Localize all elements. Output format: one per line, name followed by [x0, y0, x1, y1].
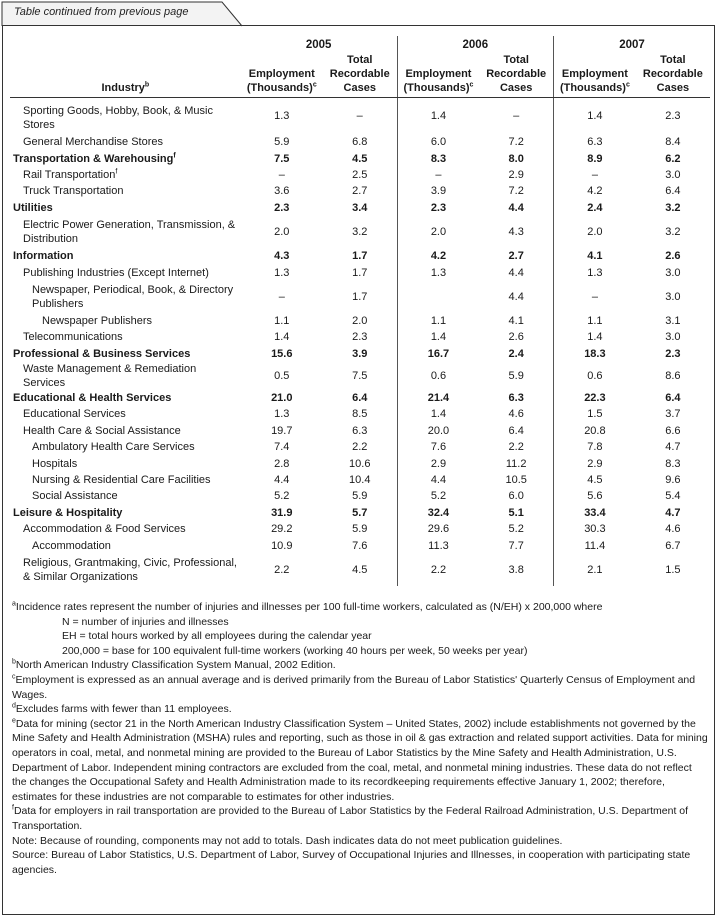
row-industry-name: General Merchandise Stores	[23, 136, 164, 149]
footnote-a-base: 200,000 = base for 100 equivalent full-time workers (working 40 hours per week, 50 weeks per year)	[62, 644, 528, 657]
cell-employment-2007: 1.4	[587, 110, 603, 122]
table-row	[10, 264, 710, 280]
row-industry-name: Electric Power Generation, Transmission, & Distribution	[23, 218, 236, 245]
cell-cases-2005: 4.5	[323, 554, 397, 586]
cell-employment-2007: 20.8	[584, 424, 606, 437]
industry-table	[10, 36, 710, 586]
cell-cases-2005: 2.2	[323, 439, 397, 455]
footnote-f: $^f$Data for employers in rail transportation are provided to the Bureau of Labor Statistics by the Federal Railroad Administration, U.S. Department of Transportation.	[12, 804, 689, 832]
cell-employment-2005: 10.9	[271, 539, 293, 552]
cell-employment-2007: 0.6	[587, 369, 603, 382]
cell-cases-2007: 6.4	[665, 185, 681, 198]
cell-employment-2005: 4.4	[274, 474, 290, 487]
cell-employment-2006: 6.0	[430, 136, 447, 149]
cell-employment-2007: 11.4	[584, 539, 606, 552]
cell-employment-2007: 4.2	[587, 185, 603, 198]
row-industry-name: Social Assistance	[32, 490, 118, 503]
table-row	[10, 362, 710, 390]
cell-employment-2006: 1.3	[430, 266, 447, 279]
cell-employment-2005: 0.5	[274, 369, 290, 382]
cell-employment-2005: 2.3	[274, 201, 290, 214]
row-industry-name: Transportation & Warehousing$^f$	[13, 151, 176, 165]
cell-employment-2005: 7.4	[274, 441, 290, 454]
row-industry-name: Truck Transportation	[23, 185, 124, 198]
cell-cases-2005: 5.9	[323, 521, 397, 537]
column-header-industry: Industry$^b$	[10, 53, 241, 98]
cell-cases-2006: 2.7	[479, 248, 553, 264]
cell-cases-2007: 4.7	[665, 506, 681, 519]
row-industry-name: Leisure & Hospitality	[13, 506, 123, 519]
footnote-note: Note: Because of rounding, components may not add to totals. Dash indicates data do not meet publication guidelines.	[12, 834, 563, 847]
footnote-d: $^d$Excludes farms with fewer than 11 employees.	[12, 702, 232, 716]
footnote-a: $^a$Incidence rates represent the number of injuries and illnesses per 100 full-time workers, calculated as (N/EH) x 200,000 where	[12, 600, 603, 613]
cell-employment-2005: 1.3	[274, 266, 290, 279]
cell-cases-2005: 3.4	[323, 200, 397, 216]
cell-cases-2007: 5.4	[665, 490, 681, 503]
cell-employment-2006: 11.3	[428, 539, 449, 552]
cell-cases-2007: 3.1	[665, 314, 681, 327]
cell-cases-2005: 7.5	[323, 362, 397, 390]
row-industry-name: Information	[13, 250, 74, 263]
cell-employment-2006: 21.4	[427, 392, 450, 405]
cell-employment-2007: 1.3	[587, 266, 603, 279]
cell-cases-2005: 6.3	[323, 423, 397, 439]
cell-cases-2007: 6.7	[665, 539, 681, 552]
cell-cases-2006: 2.2	[479, 439, 553, 455]
footnote-a-eh: EH = total hours worked by all employees during the calendar year	[62, 630, 372, 643]
cell-cases-2006: 8.0	[479, 150, 553, 166]
cell-cases-2007: 2.6	[665, 250, 681, 263]
cell-employment-2005: 1.3	[274, 110, 290, 122]
cell-employment-2006: 2.9	[430, 457, 447, 470]
cell-employment-2006: 8.3	[430, 152, 447, 165]
cell-employment-2005: 4.3	[274, 250, 290, 263]
cell-employment-2006: –	[435, 168, 442, 181]
table-row	[10, 505, 710, 521]
cell-employment-2006: 1.4	[430, 110, 447, 122]
table-row	[10, 472, 710, 488]
cell-employment-2007: 2.0	[587, 225, 603, 238]
cell-cases-2007: 6.2	[665, 152, 681, 165]
cell-cases-2006: 7.7	[479, 537, 553, 553]
cell-cases-2006: 6.4	[479, 423, 553, 439]
table-row	[10, 248, 710, 264]
row-industry-name: Waste Management & Remediation Services	[23, 362, 197, 389]
table-row	[10, 200, 710, 216]
cell-cases-2007: 4.7	[665, 441, 681, 454]
cell-employment-2006: 32.4	[427, 506, 450, 519]
cell-employment-2007: 22.3	[584, 392, 606, 405]
table-row	[10, 150, 710, 166]
cell-employment-2007: 2.4	[587, 201, 603, 214]
cell-employment-2006: 2.0	[430, 225, 447, 238]
table-row	[10, 134, 710, 150]
cell-employment-2006: 4.4	[430, 474, 447, 487]
row-industry-name: Educational & Health Services	[13, 392, 172, 405]
cell-employment-2005: 2.2	[274, 563, 290, 576]
cell-employment-2005: 19.7	[271, 424, 293, 437]
cell-employment-2007: 6.3	[587, 136, 603, 149]
table-row	[10, 521, 710, 537]
table-row	[10, 406, 710, 422]
year-header-2007: 2007	[619, 38, 645, 51]
cell-cases-2006: 5.2	[479, 521, 553, 537]
cell-employment-2006: 20.0	[427, 424, 450, 437]
row-industry-name: Sporting Goods, Hobby, Book, & Music Stores	[23, 105, 213, 131]
cell-cases-2005: 7.6	[323, 537, 397, 553]
cell-employment-2006: 1.4	[430, 408, 447, 421]
cell-cases-2005: 2.5	[323, 167, 397, 183]
cell-cases-2006: 4.1	[479, 313, 553, 329]
table-row	[10, 488, 710, 504]
cell-cases-2005: 5.7	[323, 505, 397, 521]
table-row	[10, 281, 710, 313]
cell-employment-2006: 29.6	[427, 523, 450, 536]
table-row	[10, 390, 710, 406]
table-row	[10, 455, 710, 471]
cell-employment-2006	[397, 281, 479, 313]
cell-cases-2007: 3.0	[665, 168, 681, 181]
cell-employment-2005: 2.0	[274, 225, 290, 238]
tab-label: Table continued from previous page	[14, 6, 189, 18]
cell-employment-2007: 1.1	[587, 314, 603, 327]
cell-cases-2007: 3.0	[665, 331, 681, 344]
row-industry-name: Rail Transportation$^f$	[23, 168, 118, 181]
cell-employment-2007: 33.4	[584, 506, 606, 519]
cell-cases-2006: 4.4	[479, 264, 553, 280]
footnote-source: Source: Bureau of Labor Statistics, U.S. Department of Labor, Survey of Occupational Injuries and Illnesses, in cooperation with participating state agencies.	[12, 849, 691, 876]
cell-cases-2007: 8.3	[665, 457, 681, 470]
cell-cases-2007: 3.0	[665, 266, 681, 279]
row-industry-name: Accommodation	[32, 539, 111, 552]
cell-employment-2006: 2.3	[430, 201, 447, 214]
column-header-cases-2006: Total Recordable Cases	[479, 53, 553, 98]
cell-employment-2005: 3.6	[274, 185, 290, 198]
cell-cases-2007: 2.3	[665, 347, 681, 360]
cell-employment-2006: 0.6	[430, 369, 447, 382]
row-industry-name: Utilities	[13, 201, 53, 214]
cell-employment-2005: 7.5	[274, 152, 290, 165]
cell-cases-2007: 6.6	[665, 424, 681, 437]
cell-employment-2007: 4.1	[587, 250, 603, 263]
cell-cases-2006: 4.3	[479, 216, 553, 248]
cell-cases-2006: 10.5	[479, 472, 553, 488]
cell-cases-2006: 7.2	[479, 134, 553, 150]
footnote-b: $^b$North American Industry Classification System Manual, 2002 Edition.	[12, 658, 336, 672]
cell-cases-2006: 4.6	[479, 406, 553, 422]
cell-employment-2006: 4.2	[430, 250, 447, 263]
row-industry-name: Accommodation & Food Services	[23, 523, 186, 536]
column-header-cases-2007: Total Recordable Cases	[636, 53, 710, 98]
cell-employment-2005: –	[278, 290, 285, 303]
cell-cases-2005: 8.5	[323, 406, 397, 422]
cell-employment-2006: 3.9	[430, 185, 447, 198]
cell-employment-2007: –	[591, 290, 598, 303]
cell-cases-2005: 6.4	[323, 390, 397, 406]
column-header-cases-2005: Total Recordable Cases	[323, 53, 397, 98]
row-industry-name: Publishing Industries (Except Internet)	[23, 266, 209, 279]
cell-cases-2006: –	[479, 98, 553, 135]
cell-cases-2006: 4.4	[479, 281, 553, 313]
footnote-a-n: N = number of injuries and illnesses	[62, 615, 229, 628]
cell-cases-2005: 1.7	[323, 281, 397, 313]
cell-cases-2006: 11.2	[479, 455, 553, 471]
row-industry-name: Hospitals	[32, 457, 78, 470]
table-row	[10, 98, 710, 135]
cell-cases-2007: 1.5	[665, 563, 681, 576]
footnote-e: $^e$Data for mining (sector 21 in the North American Industry Classification System – United States, 2002) include establishments not governed by the Mine Safety and Health Administration (MSHA) rules and reporting, such as those in oil & gas extraction and related support activities. Data for mining operators in coal, metal, and nonmetal mining are provided to the Bureau of Labor Statistics by the Mine Safety and Health Administration, U.S. Department of Labor. Independent mining contractors are excluded from the coal, metal, and nonmetal mining industries. These data do not reflect the changes the Occupational Safety and Health Administration made to its recordkeeping requirements effective January 1, 2002; therefore, estimates for these industries are not comparable to estimates for other industries.	[12, 717, 708, 803]
table-row	[10, 439, 710, 455]
cell-employment-2006: 1.4	[430, 331, 447, 344]
cell-cases-2006: 4.4	[479, 200, 553, 216]
cell-cases-2005: 3.9	[323, 346, 397, 362]
cell-employment-2005: 29.2	[271, 523, 293, 536]
row-industry-name: Educational Services	[23, 408, 126, 421]
cell-employment-2007: 8.9	[587, 152, 603, 165]
cell-employment-2007: 4.5	[587, 474, 603, 487]
cell-cases-2007: 4.6	[665, 523, 681, 536]
cell-employment-2006: 2.2	[430, 563, 447, 576]
cell-cases-2007: 8.4	[665, 136, 681, 149]
row-industry-name: Newspaper, Periodical, Book, & Directory Publishers	[32, 283, 234, 310]
cell-cases-2005: 1.7	[323, 248, 397, 264]
cell-cases-2006: 5.9	[479, 362, 553, 390]
cell-employment-2007: 7.8	[587, 441, 603, 454]
cell-employment-2005: 5.2	[274, 490, 290, 503]
cell-cases-2005: 6.8	[323, 134, 397, 150]
table-row	[10, 216, 710, 248]
cell-employment-2007: 2.1	[587, 563, 603, 576]
column-header-employment-2005: Employment (Thousands)$^c$	[241, 53, 323, 98]
table-row	[10, 554, 710, 586]
table-row	[10, 537, 710, 553]
cell-employment-2007: 30.3	[584, 523, 606, 536]
cell-cases-2005: 10.4	[323, 472, 397, 488]
footnote-c: $^c$Employment is expressed as an annual average and is derived primarily from the Bureau of Labor Statistics' Quarterly Census of Employment and Wages.	[12, 673, 696, 701]
cell-employment-2007: 5.6	[587, 490, 603, 503]
cell-cases-2005: 5.9	[323, 488, 397, 504]
cell-employment-2005: –	[278, 168, 285, 181]
cell-cases-2005: 1.7	[323, 264, 397, 280]
row-industry-name: Telecommunications	[23, 331, 123, 344]
table-row	[10, 346, 710, 362]
table-row	[10, 423, 710, 439]
table-row	[10, 313, 710, 329]
cell-employment-2007: 2.9	[587, 457, 603, 470]
cell-cases-2007: 3.0	[665, 290, 681, 303]
row-industry-name: Ambulatory Health Care Services	[32, 441, 195, 454]
cell-employment-2005: 31.9	[271, 506, 293, 519]
table-row	[10, 183, 710, 199]
cell-cases-2005: 2.7	[323, 183, 397, 199]
cell-cases-2005: 3.2	[323, 216, 397, 248]
cell-employment-2005: 5.9	[274, 136, 290, 149]
cell-employment-2006: 7.6	[430, 441, 447, 454]
footnotes	[12, 600, 708, 877]
cell-cases-2006: 6.3	[479, 390, 553, 406]
cell-cases-2007: 3.2	[665, 225, 681, 238]
cell-employment-2007: 18.3	[584, 347, 606, 360]
cell-cases-2007: 6.4	[665, 392, 681, 405]
cell-cases-2006: 2.6	[479, 329, 553, 345]
cell-cases-2007: 3.7	[665, 408, 681, 421]
table-row	[10, 167, 710, 183]
cell-employment-2005: 21.0	[271, 392, 293, 405]
cell-cases-2007: 2.3	[665, 110, 681, 122]
row-industry-name: Health Care & Social Assistance	[23, 424, 181, 437]
cell-cases-2006: 2.4	[479, 346, 553, 362]
column-header-employment-2006: Employment (Thousands)$^c$	[397, 53, 479, 98]
row-industry-name: Nursing & Residential Care Facilities	[32, 474, 211, 487]
cell-cases-2006: 2.9	[479, 167, 553, 183]
cell-cases-2006: 3.8	[479, 554, 553, 586]
cell-cases-2006: 5.1	[479, 505, 553, 521]
cell-employment-2005: 1.4	[274, 331, 290, 344]
cell-employment-2005: 2.8	[274, 457, 290, 470]
cell-cases-2005: 10.6	[323, 455, 397, 471]
cell-employment-2006: 5.2	[430, 490, 447, 503]
cell-employment-2007: –	[591, 168, 598, 181]
cell-employment-2005: 1.3	[274, 408, 290, 421]
cell-employment-2007: 1.5	[587, 408, 603, 421]
cell-employment-2005: 15.6	[271, 347, 293, 360]
table-row	[10, 329, 710, 345]
cell-employment-2006: 16.7	[427, 347, 450, 360]
column-header-employment-2007: Employment (Thousands)$^c$	[554, 53, 636, 98]
cell-cases-2007: 9.6	[665, 474, 681, 487]
cell-cases-2005: 4.5	[323, 150, 397, 166]
cell-cases-2007: 3.2	[665, 201, 681, 214]
year-header-2005: 2005	[241, 36, 397, 53]
year-header-2006: 2006	[397, 36, 553, 53]
row-industry-name: Religious, Grantmaking, Civic, Professional, & Similar Organizations	[23, 556, 237, 583]
row-industry-name: Newspaper Publishers	[42, 314, 153, 327]
cell-cases-2005: –	[323, 98, 397, 135]
cell-cases-2007: 8.6	[665, 369, 681, 382]
row-industry-name: Professional & Business Services	[13, 347, 191, 360]
cell-employment-2007: 1.4	[587, 331, 603, 344]
cell-cases-2006: 7.2	[479, 183, 553, 199]
cell-cases-2005: 2.0	[323, 313, 397, 329]
cell-cases-2006: 6.0	[479, 488, 553, 504]
cell-employment-2006: 1.1	[430, 314, 447, 327]
cell-employment-2005: 1.1	[274, 314, 290, 327]
cell-cases-2005: 2.3	[323, 329, 397, 345]
